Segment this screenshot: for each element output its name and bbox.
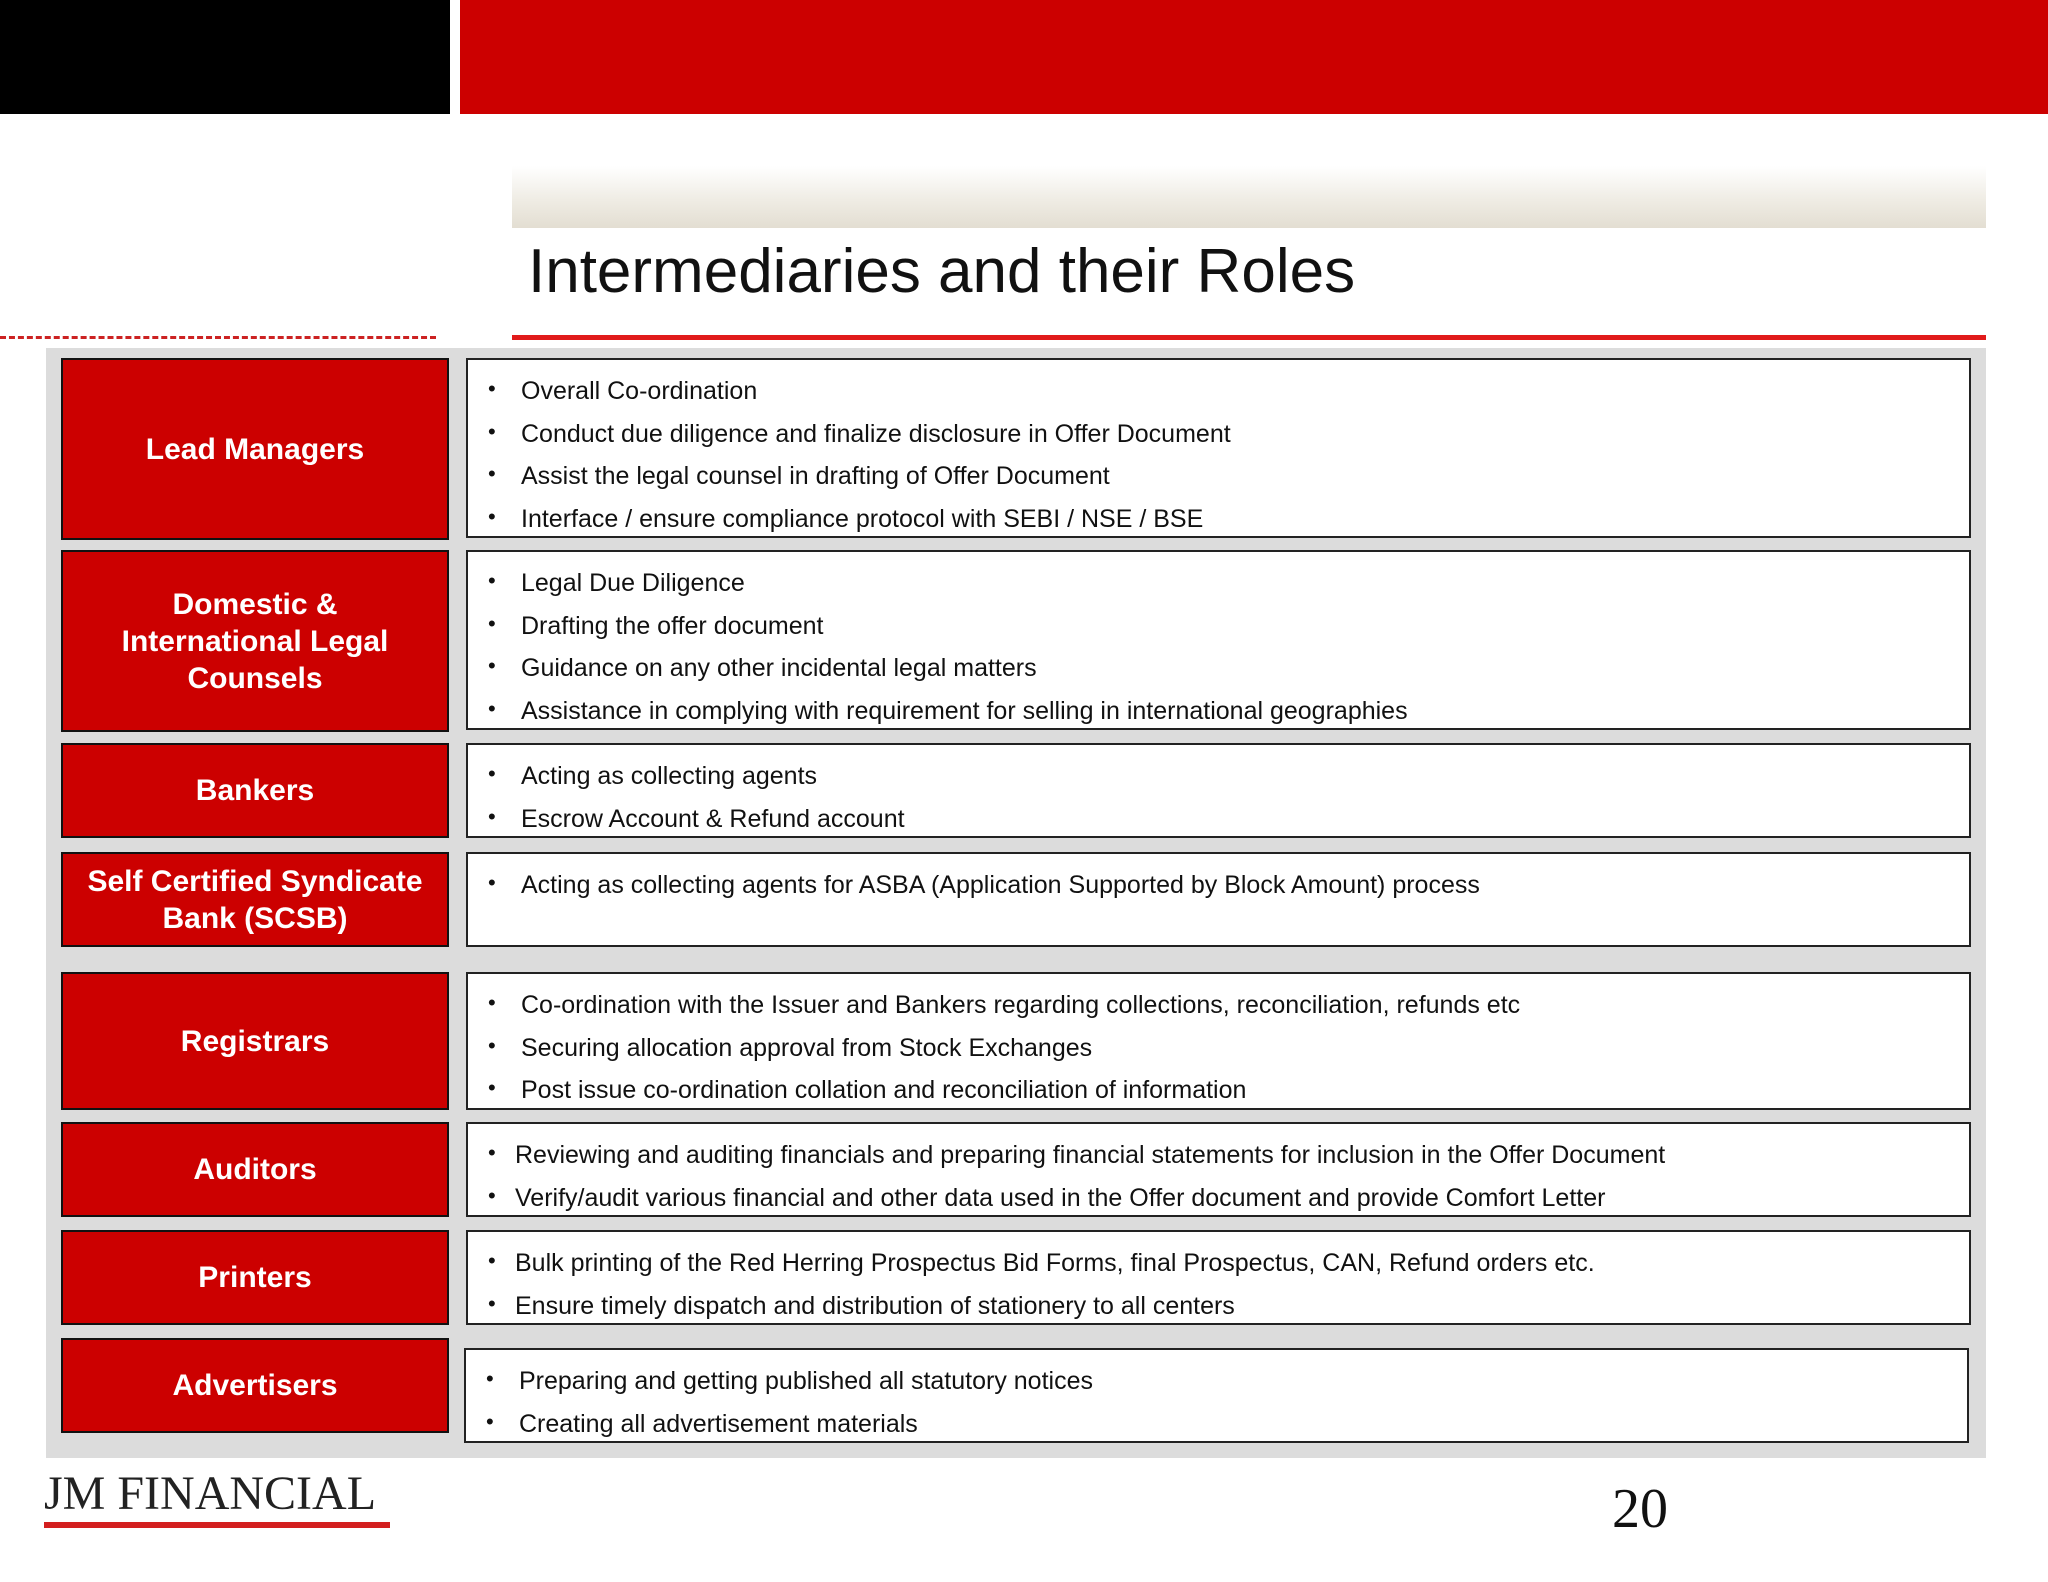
role-label-text: Advertisers: [172, 1369, 338, 1402]
role-label-registrars: [61, 972, 449, 1110]
role-duties-legal-counsels: [466, 550, 1971, 730]
role-label-text: Lead Managers: [145, 432, 365, 466]
role-label-text: Domestic & International Legal Counsels: [121, 587, 389, 695]
duty-item: • Acting as collecting agents: [478, 755, 1949, 798]
role-label-lead-managers: [61, 358, 449, 540]
slide-title: Intermediaries and their Roles: [528, 237, 1356, 306]
duty-list: [478, 1242, 1949, 1327]
header-bar-black: [0, 0, 450, 114]
role-label-text: Printers: [198, 1261, 312, 1294]
role-label-text: Self Certified Syndicate Bank (SCSB): [87, 864, 423, 935]
duty-item: • Guidance on any other incidental legal matters: [478, 647, 1949, 690]
role-duties-bankers: [466, 743, 1971, 838]
duty-list: [478, 984, 1949, 1112]
duty-list: [478, 1134, 1949, 1219]
duty-item: • Verify/audit various financial and other data used in the Offer document and provide Comfort Letter: [478, 1177, 1949, 1220]
logo-underline: [44, 1522, 390, 1528]
duty-item: • Acting as collecting agents for ASBA (Application Supported by Block Amount) process: [478, 864, 1949, 907]
duty-list: [478, 562, 1949, 732]
duty-list: [476, 1360, 1947, 1445]
duty-item: • Creating all advertisement materials: [476, 1403, 1947, 1446]
role-label-bankers: [61, 743, 449, 838]
duty-item: • Drafting the offer document: [478, 605, 1949, 648]
title-underline: [512, 335, 1986, 340]
duty-item: • Interface / ensure compliance protocol with SEBI / NSE / BSE: [478, 498, 1949, 541]
page-number: 20: [1612, 1478, 1668, 1540]
role-duties-registrars: [466, 972, 1971, 1110]
title-backdrop: [512, 166, 1986, 228]
role-duties-advertisers: [464, 1348, 1969, 1443]
role-duties-lead-managers: [466, 358, 1971, 538]
duty-item: • Assist the legal counsel in drafting of Offer Document: [478, 455, 1949, 498]
duty-item: • Preparing and getting published all statutory notices: [476, 1360, 1947, 1403]
duty-list: [478, 370, 1949, 540]
role-duties-auditors: [466, 1122, 1971, 1217]
company-logo: JM FINANCIAL: [44, 1467, 377, 1520]
role-label-advertisers: [61, 1338, 449, 1433]
duty-item: • Ensure timely dispatch and distribution of stationery to all centers: [478, 1285, 1949, 1328]
duty-item: • Overall Co-ordination: [478, 370, 1949, 413]
role-label-text: Auditors: [193, 1153, 317, 1186]
duty-item: • Assistance in complying with requirement for selling in international geographies: [478, 690, 1949, 733]
dashed-divider: [0, 336, 436, 339]
role-label-printers: [61, 1230, 449, 1325]
role-duties-printers: [466, 1230, 1971, 1325]
role-label-text: Bankers: [195, 774, 315, 807]
role-label-auditors: [61, 1122, 449, 1217]
duty-list: [478, 755, 1949, 840]
role-label-text: Registrars: [180, 1024, 330, 1058]
duty-item: • Post issue co-ordination collation and reconciliation of information: [478, 1069, 1949, 1112]
duty-item: • Co-ordination with the Issuer and Bankers regarding collections, reconciliation, refunds etc: [478, 984, 1949, 1027]
duty-item: • Reviewing and auditing financials and preparing financial statements for inclusion in the Offer Document: [478, 1134, 1949, 1177]
duty-item: • Conduct due diligence and finalize disclosure in Offer Document: [478, 413, 1949, 456]
duty-item: • Bulk printing of the Red Herring Prospectus Bid Forms, final Prospectus, CAN, Refund orders etc.: [478, 1242, 1949, 1285]
role-duties-scsb: [466, 852, 1971, 947]
role-label-legal-counsels: [61, 550, 449, 732]
duty-list: [478, 864, 1949, 907]
header-bar-red: [460, 0, 2048, 114]
role-label-scsb: [61, 852, 449, 947]
duty-item: • Escrow Account & Refund account: [478, 798, 1949, 841]
duty-item: • Securing allocation approval from Stock Exchanges: [478, 1027, 1949, 1070]
duty-item: • Legal Due Diligence: [478, 562, 1949, 605]
